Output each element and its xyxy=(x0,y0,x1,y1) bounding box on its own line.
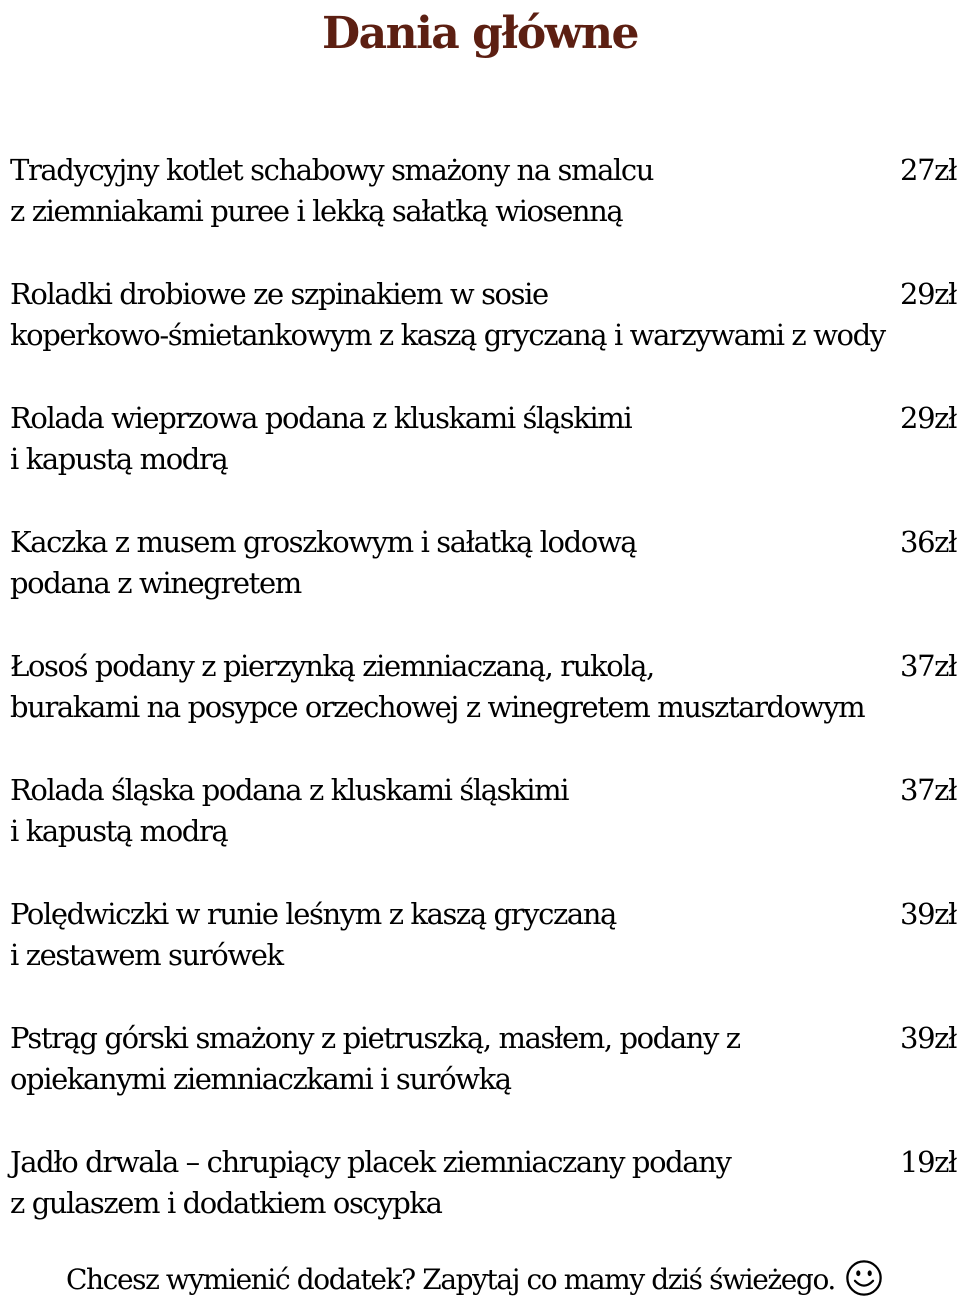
dish-price: 29zł xyxy=(900,277,956,311)
dish-price: 27zł xyxy=(900,153,956,187)
dish-name-line-2: koperkowo-śmietankowym z kaszą gryczaną i warzywami z wody xyxy=(10,318,885,352)
dish-name-line-1: Pstrąg górski smażony z pietruszką, masłem, podany z xyxy=(10,1021,740,1055)
dish-name-line-2: i kapustą modrą xyxy=(10,442,228,476)
menu-item xyxy=(10,522,956,646)
footer-note xyxy=(66,1256,946,1304)
dish-name-line-2: z ziemniakami puree i lekką sałatką wiosenną xyxy=(10,194,623,228)
menu-item xyxy=(10,274,956,398)
menu-item xyxy=(10,894,956,1018)
dish-name-line-2: i kapustą modrą xyxy=(10,814,228,848)
menu-item xyxy=(10,150,956,274)
menu-item xyxy=(10,770,956,894)
dish-name-line-1: Tradycyjny kotlet schabowy smażony na smalcu xyxy=(10,153,654,187)
dish-price: 36zł xyxy=(900,525,956,559)
dish-price: 19zł xyxy=(900,1145,956,1179)
dish-price: 29zł xyxy=(900,401,956,435)
dish-name-line-1: Kaczka z musem groszkowym i sałatką lodową xyxy=(10,525,637,559)
dish-name-line-2: opiekanymi ziemniaczkami i surówką xyxy=(10,1062,511,1096)
dish-price: 37zł xyxy=(900,649,956,683)
footer-text: Chcesz wymienić dodatek? Zapytaj co mamy dziś świeżego. xyxy=(66,1263,835,1296)
dish-name-line-2: podana z winegretem xyxy=(10,566,301,600)
smiley-icon xyxy=(845,1259,883,1297)
dish-price: 39zł xyxy=(900,897,956,931)
menu-list xyxy=(10,150,956,1266)
dish-name-line-1: Roladki drobiowe ze szpinakiem w sosie xyxy=(10,277,548,311)
dish-name-line-2: burakami na posypce orzechowej z winegretem musztardowym xyxy=(10,690,865,724)
dish-name-line-1: Łosoś podany z pierzynką ziemniaczaną, rukolą, xyxy=(10,649,654,683)
dish-price: 37zł xyxy=(900,773,956,807)
dish-name-line-2: z gulaszem i dodatkiem oscypka xyxy=(10,1186,442,1220)
menu-item xyxy=(10,1018,956,1142)
dish-name-line-1: Jadło drwala – chrupiący placek ziemniaczany podany xyxy=(10,1145,731,1179)
dish-name-line-1: Polędwiczki w runie leśnym z kaszą gryczaną xyxy=(10,897,616,931)
menu-item xyxy=(10,646,956,770)
page-title: Dania główne xyxy=(321,8,639,59)
dish-name-line-1: Rolada śląska podana z kluskami śląskimi xyxy=(10,773,569,807)
dish-price: 39zł xyxy=(900,1021,956,1055)
dish-name-line-1: Rolada wieprzowa podana z kluskami śląskimi xyxy=(10,401,632,435)
menu-item xyxy=(10,398,956,522)
dish-name-line-2: i zestawem surówek xyxy=(10,938,283,972)
menu-item xyxy=(10,1142,956,1266)
